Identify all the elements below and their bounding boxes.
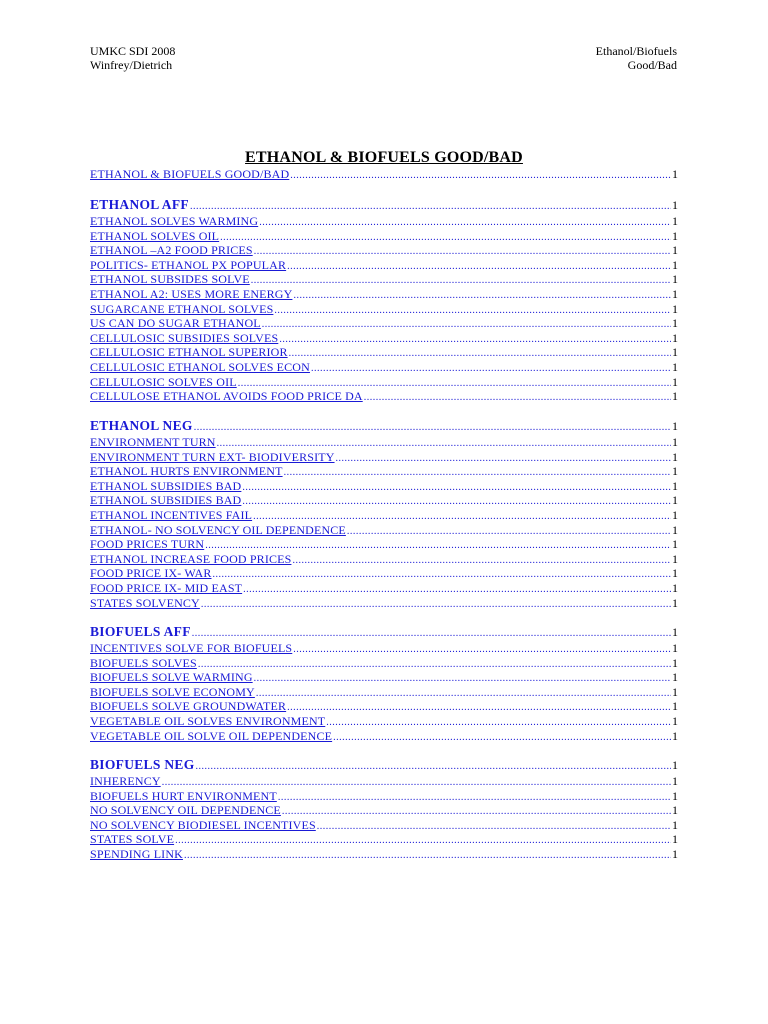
toc-section-label[interactable]: BIOFUELS AFF bbox=[90, 624, 191, 639]
toc-leader bbox=[184, 849, 671, 864]
toc-entry-label[interactable]: VEGETABLE OIL SOLVES ENVIRONMENT bbox=[90, 713, 326, 728]
toc-page-number: 1 bbox=[672, 684, 678, 699]
toc-entry[interactable] bbox=[90, 167, 678, 182]
toc-page-number: 1 bbox=[672, 507, 678, 522]
toc-entry-label[interactable]: CELLULOSE ETHANOL AVOIDS FOOD PRICE DA bbox=[90, 389, 363, 404]
toc-leader bbox=[196, 758, 671, 776]
toc-entry[interactable] bbox=[90, 331, 678, 346]
toc-section-label[interactable]: BIOFUELS NEG bbox=[90, 757, 195, 772]
toc-entry[interactable] bbox=[90, 302, 678, 317]
toc-leader bbox=[292, 554, 671, 569]
toc-leader bbox=[242, 495, 671, 510]
toc-section-ethanol-neg bbox=[90, 417, 678, 610]
toc-entry-label[interactable]: INCENTIVES SOLVE FOR BIOFUELS bbox=[90, 641, 293, 655]
toc-entry-label[interactable]: SUGARCANE ETHANOL SOLVES bbox=[90, 301, 274, 316]
toc-entry[interactable] bbox=[90, 272, 678, 287]
toc-top bbox=[90, 167, 678, 182]
toc-entry[interactable] bbox=[90, 523, 678, 538]
toc-page-number: 1 bbox=[672, 389, 678, 404]
toc-entry-label[interactable]: ETHANOL SUBSIDES SOLVE bbox=[90, 272, 250, 287]
toc-leader bbox=[347, 525, 671, 540]
toc-entry[interactable] bbox=[90, 316, 678, 331]
toc-entry[interactable] bbox=[90, 847, 678, 862]
toc-leader bbox=[254, 245, 671, 260]
toc-page-number: 1 bbox=[672, 167, 678, 181]
toc-entry-label[interactable]: STATES SOLVE bbox=[90, 832, 175, 847]
toc-leader bbox=[282, 805, 671, 820]
toc-page-number: 1 bbox=[672, 728, 678, 743]
toc-entry-label[interactable]: STATES SOLVENCY bbox=[90, 595, 200, 610]
toc-page-number: 1 bbox=[672, 713, 678, 728]
toc-leader bbox=[333, 731, 671, 746]
toc-leader bbox=[336, 452, 671, 467]
toc-page-number: 1 bbox=[672, 537, 678, 552]
toc-entry-label[interactable]: FOOD PRICE IX- MID EAST bbox=[90, 580, 243, 595]
toc-leader bbox=[290, 169, 671, 184]
toc-page-number: 1 bbox=[672, 243, 678, 258]
toc-page-number: 1 bbox=[672, 846, 678, 861]
toc-leader bbox=[259, 216, 671, 231]
toc-section-biofuels-aff bbox=[90, 623, 678, 743]
toc-entry-label[interactable]: ETHANOL HURTS ENVIRONMENT bbox=[90, 464, 283, 479]
toc-section-label[interactable]: ETHANOL AFF bbox=[90, 197, 189, 212]
toc-leader bbox=[201, 598, 671, 613]
toc-page-number: 1 bbox=[672, 464, 678, 479]
toc-entry-label[interactable]: FOOD PRICES TURN bbox=[90, 537, 205, 552]
toc-entry-label[interactable]: ETHANOL A2: USES MORE ENERGY bbox=[90, 286, 293, 301]
toc-page-number: 1 bbox=[672, 551, 678, 566]
toc-leader bbox=[326, 716, 671, 731]
toc-entry[interactable] bbox=[90, 670, 678, 685]
toc-leader bbox=[175, 834, 671, 849]
toc-page-number: 1 bbox=[672, 359, 678, 374]
toc-entry[interactable] bbox=[90, 596, 678, 611]
toc-page-number: 1 bbox=[672, 330, 678, 345]
toc-page-number: 1 bbox=[672, 228, 678, 243]
toc-page-number: 1 bbox=[672, 566, 678, 581]
toc-entry[interactable] bbox=[90, 229, 678, 244]
toc-entry-label[interactable]: ETHANOL –A2 FOOD PRICES bbox=[90, 243, 253, 258]
toc-section-label[interactable]: ETHANOL NEG bbox=[90, 418, 193, 433]
toc-entry-label[interactable]: FOOD PRICE IX- WAR bbox=[90, 566, 212, 581]
toc-leader bbox=[364, 391, 671, 406]
toc-page-number: 1 bbox=[672, 449, 678, 464]
toc-leader bbox=[198, 658, 671, 673]
toc-page-number: 1 bbox=[672, 595, 678, 610]
toc-entry-label[interactable]: VEGETABLE OIL SOLVE OIL DEPENDENCE bbox=[90, 728, 333, 743]
toc-page-number: 1 bbox=[672, 214, 678, 228]
toc-entry-label[interactable]: CELLULOSIC SUBSIDIES SOLVES bbox=[90, 330, 279, 345]
toc-entry-label[interactable]: INHERENCY bbox=[90, 774, 161, 788]
document-title: ETHANOL & BIOFUELS GOOD/BAD bbox=[245, 149, 523, 166]
toc-entry-label[interactable]: US CAN DO SUGAR ETHANOL bbox=[90, 316, 261, 331]
toc-entry[interactable] bbox=[90, 774, 678, 789]
toc-entry[interactable] bbox=[90, 552, 678, 567]
toc-leader bbox=[213, 568, 672, 583]
toc-entry[interactable] bbox=[90, 493, 678, 508]
toc-page-number: 1 bbox=[672, 774, 678, 788]
toc-section-ethanol-aff bbox=[90, 196, 678, 404]
toc-leader bbox=[293, 643, 671, 658]
toc-page-number: 1 bbox=[672, 435, 678, 449]
toc-entry-label[interactable]: CELLULOSIC ETHANOL SUPERIOR bbox=[90, 345, 288, 360]
toc-entry-label[interactable]: NO SOLVENCY BIODIESEL INCENTIVES bbox=[90, 817, 316, 832]
toc-entry[interactable] bbox=[90, 537, 678, 552]
toc-entry-label[interactable]: CELLULOSIC ETHANOL SOLVES ECON bbox=[90, 359, 310, 374]
toc-entry-label[interactable]: ENVIRONMENT TURN EXT- BIODIVERSITY bbox=[90, 449, 335, 464]
toc-entry-label[interactable]: BIOFUELS SOLVE WARMING bbox=[90, 670, 253, 685]
toc-leader bbox=[317, 820, 671, 835]
toc-leader bbox=[194, 419, 671, 437]
toc-entry[interactable] bbox=[90, 464, 678, 479]
toc-leader bbox=[256, 687, 671, 702]
toc-page-number: 1 bbox=[672, 758, 678, 772]
toc-section-heading[interactable] bbox=[90, 417, 678, 435]
toc-page-number: 1 bbox=[672, 345, 678, 360]
toc-entry-label[interactable]: ETHANOL SUBSIDIES BAD bbox=[90, 493, 242, 508]
toc-entry[interactable] bbox=[90, 435, 678, 450]
toc-entry[interactable] bbox=[90, 345, 678, 360]
toc-entry[interactable] bbox=[90, 258, 678, 273]
toc-leader bbox=[254, 672, 671, 687]
toc-entry[interactable] bbox=[90, 375, 678, 390]
toc-leader bbox=[220, 231, 671, 246]
header-side: Good/Bad bbox=[627, 58, 677, 72]
toc-section-heading[interactable] bbox=[90, 756, 678, 774]
header-topic: Ethanol/Biofuels bbox=[595, 44, 677, 58]
toc-section-heading[interactable] bbox=[90, 623, 678, 641]
toc-leader bbox=[287, 701, 671, 716]
toc-leader bbox=[284, 466, 671, 481]
toc-entry[interactable] bbox=[90, 729, 678, 744]
toc-page-number: 1 bbox=[672, 257, 678, 272]
toc-page-number: 1 bbox=[672, 699, 678, 714]
toc-entry-label[interactable]: ETHANOL SUBSIDIES BAD bbox=[90, 478, 242, 493]
toc-entry-label[interactable]: ETHANOL SOLVES OIL bbox=[90, 228, 220, 243]
toc-leader bbox=[274, 304, 671, 319]
toc-page-number: 1 bbox=[672, 641, 678, 655]
toc-entry[interactable] bbox=[90, 685, 678, 700]
toc-leader bbox=[279, 333, 671, 348]
toc-entry-label[interactable]: BIOFUELS HURT ENVIRONMENT bbox=[90, 788, 277, 803]
toc-leader bbox=[278, 791, 671, 806]
toc-entry-label[interactable]: ENVIRONMENT TURN bbox=[90, 435, 216, 449]
toc-entry[interactable] bbox=[90, 581, 678, 596]
toc-entry-label[interactable]: ETHANOL INCREASE FOOD PRICES bbox=[90, 551, 292, 566]
toc-entry[interactable] bbox=[90, 450, 678, 465]
toc-entry[interactable] bbox=[90, 803, 678, 818]
toc-page-number: 1 bbox=[672, 522, 678, 537]
toc-entry[interactable] bbox=[90, 699, 678, 714]
toc-entry[interactable] bbox=[90, 389, 678, 404]
toc-entry[interactable] bbox=[90, 641, 678, 656]
toc-entry[interactable] bbox=[90, 479, 678, 494]
toc-entry-label[interactable]: ETHANOL SOLVES WARMING bbox=[90, 214, 259, 228]
toc-entry[interactable] bbox=[90, 287, 678, 302]
toc-entry[interactable] bbox=[90, 832, 678, 847]
toc-leader bbox=[242, 481, 671, 496]
toc-entry[interactable] bbox=[90, 508, 678, 523]
toc-entry-label[interactable]: ETHANOL- NO SOLVENCY OIL DEPENDENCE bbox=[90, 522, 346, 537]
toc-leader bbox=[243, 583, 671, 598]
toc-page-number: 1 bbox=[672, 670, 678, 685]
toc-page-number: 1 bbox=[672, 374, 678, 389]
toc-entry-label[interactable]: ETHANOL INCENTIVES FAIL bbox=[90, 507, 253, 522]
toc-entry[interactable] bbox=[90, 214, 678, 229]
toc-leader bbox=[293, 289, 671, 304]
toc-entry[interactable] bbox=[90, 566, 678, 581]
toc-entry-label[interactable]: NO SOLVENCY OIL DEPENDENCE bbox=[90, 803, 281, 818]
toc-page-number: 1 bbox=[672, 316, 678, 331]
toc-entry-label[interactable]: BIOFUELS SOLVE GROUNDWATER bbox=[90, 699, 287, 714]
toc-entry-label[interactable]: BIOFUELS SOLVE ECONOMY bbox=[90, 684, 255, 699]
toc-section-biofuels-neg bbox=[90, 756, 678, 862]
toc-entry[interactable] bbox=[90, 714, 678, 729]
header-authors: Winfrey/Dietrich bbox=[90, 58, 173, 72]
toc-leader bbox=[289, 347, 671, 362]
toc-page-number: 1 bbox=[672, 478, 678, 493]
toc-leader bbox=[190, 198, 671, 216]
toc-page-number: 1 bbox=[672, 272, 678, 287]
toc-section-heading[interactable] bbox=[90, 196, 678, 214]
header-right bbox=[596, 44, 677, 72]
toc-page-number: 1 bbox=[672, 832, 678, 847]
toc-entry-label[interactable]: SPENDING LINK bbox=[90, 846, 183, 861]
toc-entry-label[interactable]: POLITICS- ETHANOL PX POPULAR bbox=[90, 257, 287, 272]
toc-entry[interactable] bbox=[90, 656, 678, 671]
toc-entry[interactable] bbox=[90, 818, 678, 833]
toc-entry[interactable] bbox=[90, 243, 678, 258]
toc-page-number: 1 bbox=[672, 817, 678, 832]
toc-leader bbox=[262, 318, 671, 333]
toc-page-number: 1 bbox=[672, 198, 678, 212]
toc-page-number: 1 bbox=[672, 655, 678, 670]
toc-entry-label[interactable]: CELLULOSIC SOLVES OIL bbox=[90, 374, 237, 389]
toc-entry-label[interactable]: ETHANOL & BIOFUELS GOOD/BAD bbox=[90, 167, 290, 181]
toc-entry[interactable] bbox=[90, 360, 678, 375]
toc-page-number: 1 bbox=[672, 419, 678, 433]
toc-leader bbox=[287, 260, 671, 275]
toc-page-number: 1 bbox=[672, 803, 678, 818]
toc-page-number: 1 bbox=[672, 580, 678, 595]
toc-page-number: 1 bbox=[672, 788, 678, 803]
toc-page-number: 1 bbox=[672, 625, 678, 639]
toc-leader bbox=[311, 362, 671, 377]
header-org: UMKC SDI 2008 bbox=[90, 44, 176, 58]
toc-page-number: 1 bbox=[672, 286, 678, 301]
toc-page-number: 1 bbox=[672, 301, 678, 316]
toc-entry-label[interactable]: BIOFUELS SOLVES bbox=[90, 655, 197, 670]
toc-leader bbox=[251, 274, 671, 289]
header-left bbox=[90, 44, 175, 72]
toc-page-number: 1 bbox=[672, 493, 678, 508]
toc-entry[interactable] bbox=[90, 789, 678, 804]
